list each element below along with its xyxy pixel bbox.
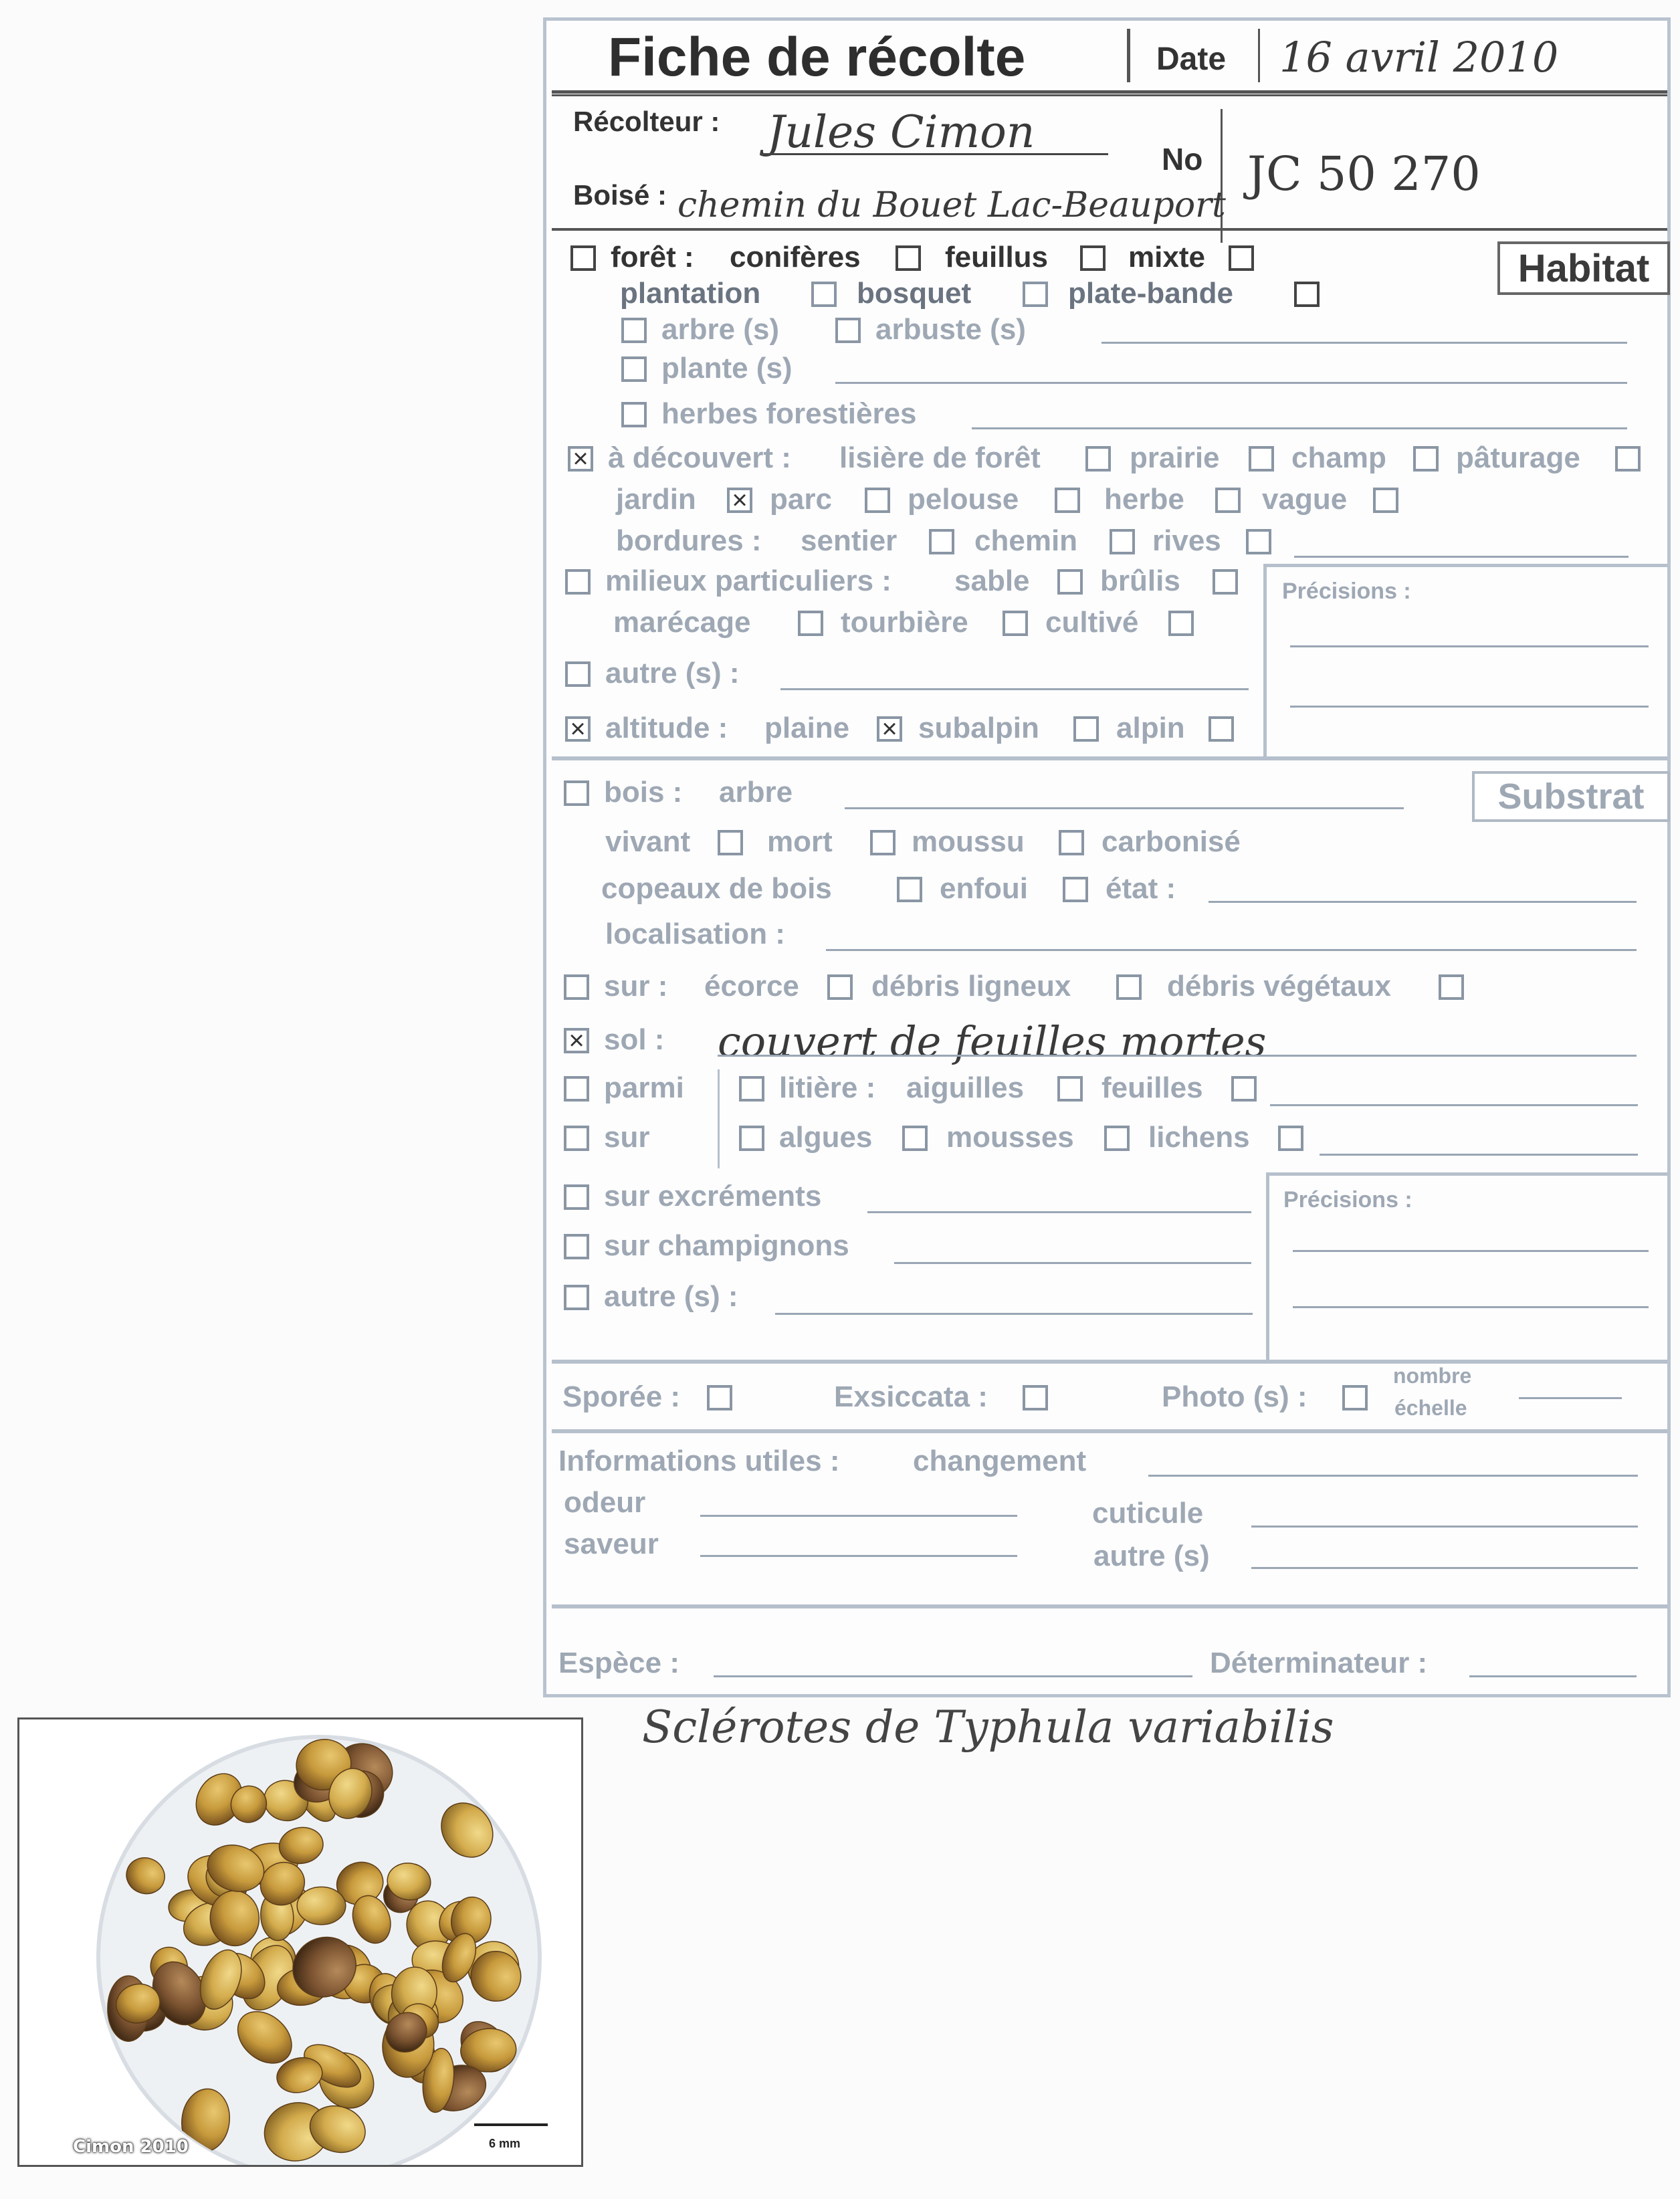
echelle-label: échelle [1394, 1396, 1467, 1420]
plantes-label: plante (s) [661, 352, 793, 385]
feuilles-label: feuilles [1101, 1071, 1203, 1104]
plantation-checkbox[interactable] [811, 282, 837, 307]
recolteur-line [760, 153, 1108, 155]
cuticule-label: cuticule [1092, 1497, 1204, 1530]
arbre-line [845, 807, 1404, 809]
plaine-label: plaine [764, 712, 850, 744]
foret-checkbox[interactable] [570, 245, 596, 271]
bosquet-label: bosquet [857, 277, 972, 310]
plantation-label: plantation [620, 277, 761, 310]
arbres-line [1101, 342, 1627, 344]
prairie-checkbox[interactable] [1249, 446, 1274, 472]
header-rule-2 [552, 94, 1667, 96]
feuillus-label: feuillus [945, 241, 1049, 274]
mousses-tick-checkbox[interactable] [1104, 1126, 1130, 1151]
bordures-line [1294, 556, 1629, 558]
determinateur-line [1469, 1675, 1637, 1677]
photo-credit: Cimon 2010 [73, 2137, 189, 2157]
pelouse-checkbox[interactable] [1055, 488, 1080, 513]
precisions-left [1263, 564, 1267, 756]
sur-checkbox[interactable] [564, 974, 589, 1000]
vivant-checkbox[interactable] [718, 830, 743, 855]
parmi-checkbox[interactable] [564, 1076, 589, 1102]
altitude-label: altitude : [605, 712, 728, 744]
milieux-label: milieux particuliers : [605, 564, 891, 597]
substrat-precisions-top [1266, 1172, 1667, 1176]
changement-label: changement [913, 1445, 1087, 1477]
debris-vegetaux-checkbox[interactable] [1439, 974, 1464, 1000]
foret-label: forêt : [611, 241, 694, 274]
espece-line [714, 1675, 1192, 1677]
odeur-line [700, 1515, 1017, 1517]
parmi-divider [718, 1069, 720, 1168]
info-rule [552, 1429, 1667, 1433]
litiere-checkbox[interactable] [739, 1076, 764, 1102]
cultive-label: cultivé [1045, 606, 1139, 639]
algues-checkbox[interactable] [739, 1126, 764, 1151]
sporee-label: Sporée : [562, 1380, 681, 1413]
parmi-label: parmi [604, 1071, 684, 1104]
sur2-checkbox[interactable] [564, 1126, 589, 1151]
moussu-checkbox[interactable] [1059, 830, 1084, 855]
paturage-checkbox[interactable] [1615, 446, 1641, 472]
cultive-checkbox[interactable] [1168, 611, 1194, 636]
boise-value: chemin du Bouet Lac-Beauport [677, 185, 1226, 225]
ecorce-label: écorce [704, 970, 799, 1003]
info-label: Informations utiles : [558, 1445, 840, 1477]
date-label: Date [1156, 41, 1227, 77]
moussu-label: moussu [912, 825, 1025, 858]
species-note: Sclérotes de Typhula variabilis [642, 1701, 1334, 1753]
substrat-rule [552, 756, 1667, 760]
date-divider-2 [1258, 29, 1260, 82]
sporee-checkbox[interactable] [707, 1385, 732, 1410]
boise-label: Boisé : [573, 179, 667, 211]
rives-checkbox[interactable] [1246, 529, 1271, 554]
ecorce-checkbox[interactable] [827, 974, 853, 1000]
habitat-precisions-line-2 [1290, 706, 1649, 708]
decouvert-label: à découvert : [608, 441, 791, 474]
sable-checkbox[interactable] [1057, 569, 1083, 595]
debris-vegetaux-label: débris végétaux [1167, 970, 1392, 1003]
photos-label: Photo (s) : [1162, 1380, 1307, 1413]
substrat-precisions-line-2 [1293, 1306, 1649, 1308]
herbe-checkbox[interactable] [1215, 488, 1241, 513]
litiere-label: litière : [779, 1071, 876, 1104]
subalpin-label: subalpin [918, 712, 1039, 744]
algues-label: algues [779, 1121, 873, 1154]
bois-checkbox[interactable] [564, 780, 589, 806]
marecage-checkbox[interactable] [798, 611, 823, 636]
enfoui-checkbox[interactable] [1063, 877, 1088, 902]
excrements-checkbox[interactable] [564, 1184, 589, 1210]
info-autres-line [1251, 1567, 1638, 1569]
habitat-precisions-line-1 [1290, 645, 1649, 647]
arbuste-checkbox[interactable] [835, 318, 861, 343]
lichens-line [1320, 1154, 1638, 1156]
recolteur-label: Récolteur : [573, 106, 720, 137]
copeaux-label: copeaux de bois [601, 872, 832, 905]
exsiccata-checkbox[interactable] [1023, 1385, 1048, 1410]
footer-rule [552, 1604, 1667, 1608]
mousses-label: mousses [946, 1121, 1074, 1154]
substrat-autres-label: autre (s) : [604, 1280, 738, 1313]
harvest-form [543, 17, 1671, 1697]
etat-line [1209, 901, 1637, 903]
no-value: JC 50 270 [1247, 146, 1481, 201]
etat-label: état : [1106, 872, 1176, 905]
lisiere-label: lisière de forêt [839, 441, 1041, 474]
coniferes-checkbox[interactable] [896, 245, 921, 271]
champignons-line [894, 1262, 1251, 1264]
coniferes-label: conifères [730, 241, 861, 274]
espece-label: Espèce : [558, 1647, 679, 1679]
substrat-precisions-label: Précisions : [1283, 1187, 1412, 1213]
habitat-autres-checkbox[interactable] [565, 661, 591, 687]
excrements-label: sur excréments [604, 1180, 822, 1213]
lichens-label: lichens [1148, 1121, 1250, 1154]
parc-checkbox[interactable] [865, 488, 890, 513]
brulis-checkbox[interactable] [1213, 569, 1238, 595]
milieux-checkbox[interactable] [565, 569, 591, 595]
mousses-checkbox[interactable] [902, 1126, 928, 1151]
sol-checkbox[interactable]: × [564, 1028, 589, 1053]
sclerotium [297, 1887, 346, 1924]
brulis-label: brûlis [1100, 564, 1180, 597]
recolteur-value: Jules Cimon [767, 106, 1035, 158]
pelouse-label: pelouse [908, 483, 1019, 516]
odeur-label: odeur [564, 1486, 646, 1519]
alpin-label: alpin [1116, 712, 1185, 744]
lichens-checkbox[interactable] [1278, 1126, 1303, 1151]
prairie-label: prairie [1130, 441, 1220, 474]
habitat-autres-line [780, 688, 1249, 690]
arbuste-label: arbuste (s) [875, 313, 1026, 346]
date-divider [1127, 29, 1130, 82]
jardin-label: jardin [616, 483, 696, 516]
mort-checkbox[interactable] [870, 830, 896, 855]
champ-checkbox[interactable] [1413, 446, 1439, 472]
arbres-checkbox[interactable] [621, 318, 647, 343]
litiere-line [1270, 1104, 1638, 1106]
alpin-checkbox[interactable] [1209, 716, 1234, 742]
feuillus-checkbox[interactable] [1080, 245, 1106, 271]
sclerotia-photo [17, 1717, 583, 2167]
jardin-checkbox[interactable]: × [727, 488, 752, 513]
vague-label: vague [1262, 483, 1348, 516]
bosquet-checkbox[interactable] [1023, 282, 1048, 307]
herbes-checkbox[interactable] [621, 402, 647, 427]
no-label: No [1162, 142, 1203, 177]
header-rule [552, 90, 1667, 94]
substrat-autres-checkbox[interactable] [564, 1285, 589, 1310]
sentier-checkbox[interactable] [929, 529, 954, 554]
sclerotia-dish-image [19, 1719, 581, 2165]
debris-ligneux-label: débris ligneux [871, 970, 1071, 1003]
parc-label: parc [770, 483, 832, 516]
paturage-label: pâturage [1456, 441, 1580, 474]
mixte-checkbox[interactable] [1229, 245, 1254, 271]
plate-bande-checkbox[interactable] [1294, 282, 1320, 307]
subalpin-checkbox[interactable] [1073, 716, 1099, 742]
aiguilles-checkbox[interactable] [1057, 1076, 1083, 1102]
mixte-label: mixte [1128, 241, 1205, 274]
chemin-label: chemin [974, 524, 1078, 557]
form-title: Fiche de récolte [608, 27, 1026, 88]
plantes-line [835, 382, 1627, 384]
sentier-label: sentier [801, 524, 898, 557]
enfoui-label: enfoui [940, 872, 1028, 905]
nombre-label: nombre [1393, 1364, 1472, 1388]
bordures-label: bordures : [616, 524, 762, 557]
sol-label: sol : [604, 1023, 665, 1056]
vivant-label: vivant [605, 825, 691, 858]
saveur-label: saveur [564, 1528, 659, 1560]
altitude-checkbox[interactable]: × [565, 716, 591, 742]
sol-value: couvert de feuilles mortes [718, 1017, 1267, 1066]
plantes-checkbox[interactable] [621, 356, 647, 382]
plaine-checkbox[interactable]: × [877, 716, 902, 742]
cuticule-line [1251, 1526, 1638, 1528]
arbre-label: arbre [719, 776, 793, 809]
extras-rule [552, 1360, 1667, 1364]
carbonise-label: carbonisé [1101, 825, 1241, 858]
id-rule [552, 228, 1667, 231]
feuilles-checkbox[interactable] [1231, 1076, 1257, 1102]
sable-label: sable [954, 564, 1030, 597]
saveur-line [700, 1555, 1017, 1557]
chemin-checkbox[interactable] [1110, 529, 1135, 554]
info-autres-label: autre (s) [1093, 1540, 1210, 1572]
sur2-label: sur [604, 1121, 650, 1154]
copeaux-checkbox[interactable] [897, 877, 922, 902]
substrat-precisions-line-1 [1293, 1250, 1649, 1252]
mort-label: mort [767, 825, 833, 858]
herbes-line [972, 427, 1627, 429]
bois-label: bois : [604, 776, 683, 809]
habitat-autres-label: autre (s) : [605, 657, 740, 690]
tourbiere-checkbox[interactable] [1003, 611, 1028, 636]
herbe-label: herbe [1104, 483, 1184, 516]
debris-ligneux-checkbox[interactable] [1116, 974, 1142, 1000]
arbres-label: arbre (s) [661, 313, 780, 346]
photos-checkbox[interactable] [1342, 1385, 1368, 1410]
aiguilles-label: aiguilles [906, 1071, 1025, 1104]
excrements-line [867, 1211, 1251, 1213]
substrat-precisions-left [1266, 1172, 1269, 1362]
marecage-label: marécage [613, 606, 751, 639]
vague-checkbox[interactable] [1373, 488, 1398, 513]
plate-bande-label: plate-bande [1068, 277, 1233, 310]
exsiccata-label: Exsiccata : [834, 1380, 988, 1413]
determinateur-label: Déterminateur : [1210, 1647, 1428, 1679]
precisions-top [1263, 564, 1667, 567]
substrat-tag: Substrat [1472, 771, 1670, 822]
herbes-label: herbes forestières [661, 397, 917, 430]
champ-label: champ [1291, 441, 1386, 474]
sur-label: sur : [604, 970, 668, 1003]
habitat-precisions-label: Précisions : [1282, 579, 1411, 604]
localisation-label: localisation : [605, 918, 785, 950]
nombre-line [1519, 1397, 1622, 1399]
rives-label: rives [1152, 524, 1221, 557]
tourbiere-label: tourbière [841, 606, 968, 639]
champignons-checkbox[interactable] [564, 1234, 589, 1259]
habitat-tag: Habitat [1497, 241, 1670, 295]
date-value: 16 avril 2010 [1279, 33, 1559, 82]
sol-line [718, 1055, 1637, 1057]
lisiere-checkbox[interactable] [1085, 446, 1111, 472]
changement-line [1148, 1475, 1638, 1477]
scale-label: 6 mm [489, 2137, 521, 2150]
localisation-line [826, 949, 1637, 951]
decouvert-checkbox[interactable]: × [568, 446, 593, 472]
substrat-autres-line [775, 1313, 1253, 1315]
champignons-label: sur champignons [604, 1229, 849, 1262]
